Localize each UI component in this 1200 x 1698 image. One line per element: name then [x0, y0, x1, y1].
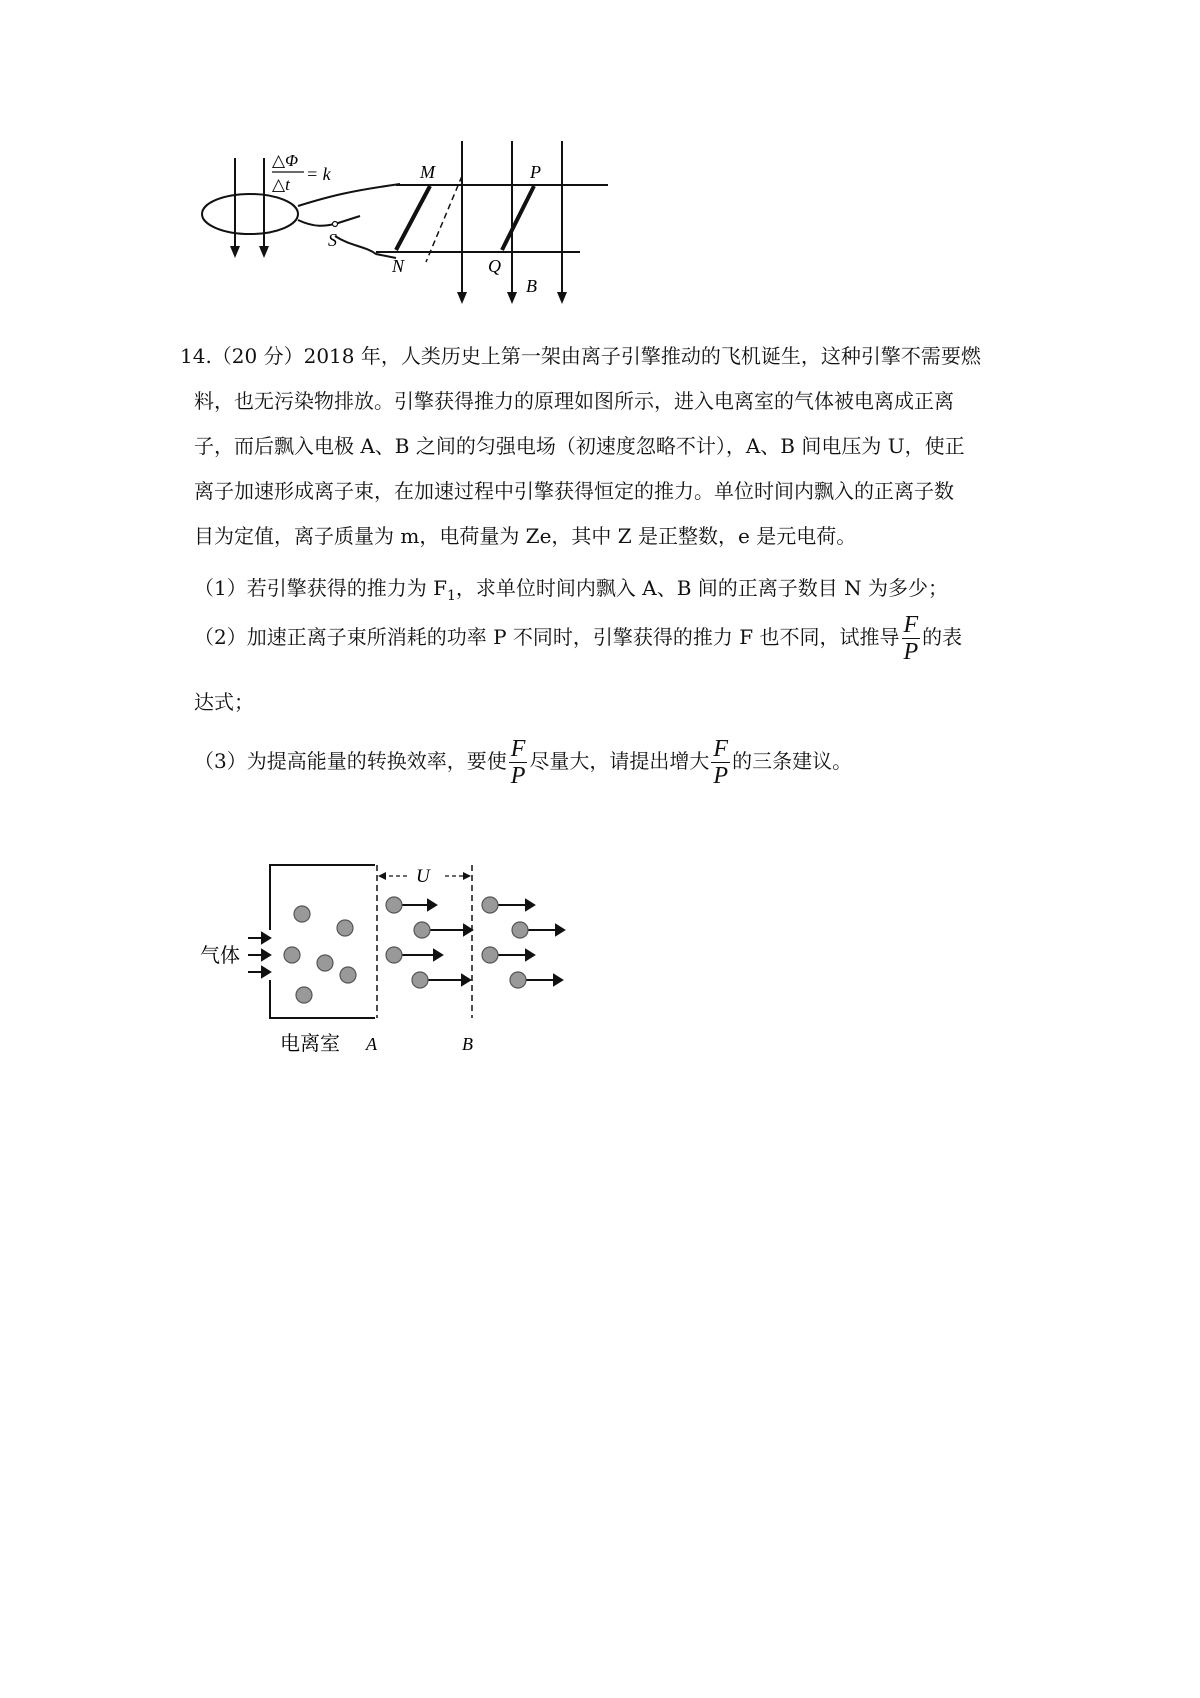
problem-line-3: 子，而后飘入电极 A、B 之间的匀强电场（初速度忽略不计），A、B 间电压为 U，使正 [194, 434, 965, 458]
arrow-right-icon [526, 950, 534, 960]
arrow-right-icon [526, 900, 534, 910]
arrow-right-icon [556, 925, 564, 935]
flux-equals-k: = k [306, 164, 331, 184]
fraction-F-over-P [509, 736, 528, 789]
rod-MN [396, 186, 430, 250]
ion [317, 955, 333, 971]
question-3-text-c: 的三条建议。 [732, 749, 853, 773]
fraction-denominator: P [510, 763, 526, 789]
ion [296, 987, 312, 1003]
ion [412, 972, 428, 988]
fraction-numerator: F [713, 736, 729, 762]
arrow-down-icon [457, 292, 467, 304]
question-3-text-a: （3）为提高能量的转换效率，要使 [194, 749, 507, 773]
induction-rails-figure [200, 136, 680, 336]
arrow-right-icon [262, 933, 270, 943]
fraction-F-over-P [902, 612, 921, 665]
question-2-continued: 达式； [194, 690, 254, 714]
flux-denominator: △t [272, 175, 290, 194]
ion [337, 920, 353, 936]
question-1-text-b: ，求单位时间内飘入 A、B 间的正离子数目 N 为多少； [455, 576, 948, 600]
arrow-right-icon [262, 950, 270, 960]
flux-numerator: △Φ [272, 151, 299, 170]
label-N: N [392, 256, 405, 276]
label-Q: Q [488, 256, 501, 276]
wire-lower [298, 220, 335, 226]
question-2-text-a: （2）加速正离子束所消耗的功率 P 不同时，引擎获得的推力 F 也不同，试推导 [194, 625, 900, 649]
ion [294, 906, 310, 922]
fraction-F-over-P [711, 736, 730, 789]
arrow-right-icon [262, 967, 270, 977]
label-P: P [530, 162, 541, 182]
arrow-right-icon [434, 950, 442, 960]
label-S: S [328, 230, 337, 250]
question-1 [194, 572, 948, 604]
arrow-right-icon [554, 975, 562, 985]
ion [482, 947, 498, 963]
coil-loop [202, 194, 298, 234]
question-3-text-b: 尽量大，请提出增大 [529, 749, 710, 773]
ion [482, 897, 498, 913]
ion [340, 967, 356, 983]
switch-pivot [333, 222, 338, 227]
question-3 [194, 736, 852, 789]
fraction-numerator: F [903, 612, 919, 638]
question-1-subscript: 1 [446, 588, 456, 604]
ion [414, 922, 430, 938]
label-M: M [420, 162, 435, 182]
wire-upper [298, 184, 400, 206]
switch-wire [335, 236, 396, 258]
gas-label: 气体 [200, 945, 240, 967]
arrow-down-icon [557, 292, 567, 304]
switch-blade [335, 216, 360, 224]
dashed-position-line [426, 176, 462, 262]
label-B: B [462, 1034, 473, 1054]
arrow-right-icon [462, 975, 470, 985]
rod-PQ [502, 186, 534, 250]
arrow-right-icon [428, 900, 436, 910]
problem-line-4: 离子加速形成离子束，在加速过程中引擎获得恒定的推力。单位时间内飘入的正离子数 [194, 479, 954, 503]
ion-engine-figure [200, 860, 640, 1060]
arrow-down-icon [259, 246, 269, 258]
arrow-down-icon [230, 246, 240, 258]
fraction-denominator: P [903, 639, 919, 665]
question-2-text-b: 的表 [922, 625, 963, 649]
ion [512, 922, 528, 938]
problem-line-2: 料，也无污染物排放。引擎获得推力的原理如图所示，进入电离室的气体被电离成正离 [194, 389, 954, 413]
ion [386, 947, 402, 963]
ion [510, 972, 526, 988]
arrow-right-icon [463, 872, 471, 880]
voltage-label-U: U [416, 866, 430, 887]
label-A: A [366, 1034, 377, 1054]
fraction-denominator: P [713, 763, 729, 789]
ionization-chamber [270, 865, 375, 1018]
arrow-right-icon [464, 925, 472, 935]
arrow-down-icon [507, 292, 517, 304]
label-B: B [526, 276, 537, 296]
question-2 [194, 612, 962, 665]
problem-header: 14.（20 分）2018 年，人类历史上第一架由离子引擎推动的飞机诞生，这种引擎不需要燃 [180, 344, 981, 368]
fraction-numerator: F [510, 736, 526, 762]
problem-line-5: 目为定值，离子质量为 m，电荷量为 Ze，其中 Z 是正整数，e 是元电荷。 [194, 524, 857, 548]
ion [284, 947, 300, 963]
arrow-left-icon [378, 872, 386, 880]
question-1-text-a: （1）若引擎获得的推力为 F [194, 576, 447, 600]
ion [386, 897, 402, 913]
chamber-label: 电离室 [280, 1033, 340, 1055]
